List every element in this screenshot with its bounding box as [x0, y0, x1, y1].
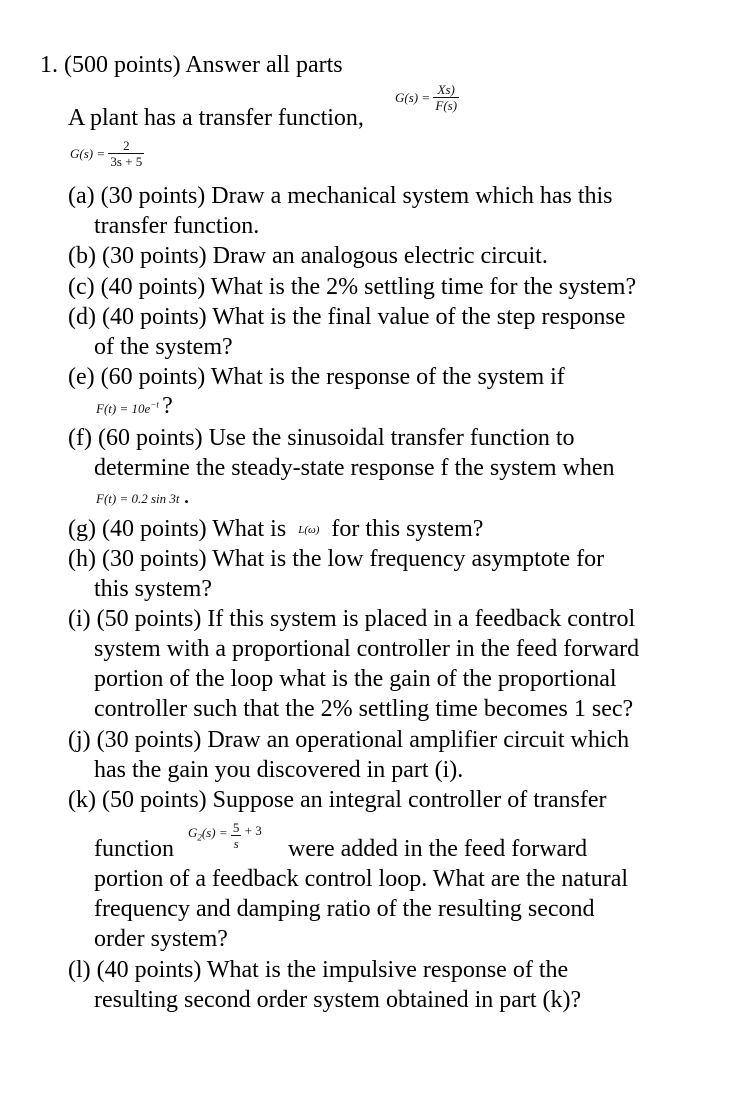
intro-text: A plant has a transfer function,	[68, 105, 364, 131]
part-a-line-2: transfer function.	[94, 213, 260, 239]
part-g	[68, 514, 483, 545]
part-k-line-3: portion of a feedback control loop. What are the natural	[94, 866, 629, 892]
controller-denominator: s	[233, 836, 239, 851]
part-f-line-2: determine the steady-state response f the system when	[94, 455, 615, 481]
forcing-exponent: −t	[150, 399, 159, 410]
part-j-line-2: has the gain you discovered in part (i).	[94, 757, 464, 783]
plant-fraction	[108, 138, 144, 169]
part-j-line-1: (j) (30 points) Draw an operational amplifier circuit which	[68, 727, 630, 753]
part-k-line-1: (k) (50 points) Suppose an integral controller of transfer	[68, 787, 607, 813]
part-k-line-2-suffix: were added in the feed forward	[288, 836, 588, 862]
plant-denominator: 3s + 5	[110, 154, 143, 169]
def-denominator: F(s)	[435, 98, 458, 113]
part-c: (c) (40 points) What is the 2% settling time for the system?	[68, 274, 637, 300]
controller-numerator: 5	[232, 820, 240, 835]
part-g-suffix: for this system?	[331, 516, 484, 542]
sinusoidal-forcing: F(t) = 0.2 sin 3t	[96, 491, 180, 506]
part-k-line-2-prefix: function	[94, 836, 174, 862]
def-fraction	[433, 82, 459, 113]
plant-numerator: 2	[108, 138, 144, 154]
controller-fraction	[231, 820, 242, 851]
part-i-line-1: (i) (50 points) If this system is placed in a feedback control	[68, 606, 636, 632]
part-h-line-2: this system?	[94, 576, 212, 602]
part-f-period: .	[183, 483, 190, 509]
plant-transfer-function	[70, 138, 144, 169]
controller-constant: + 3	[244, 823, 262, 838]
problem-heading: 1. (500 points) Answer all parts	[40, 52, 343, 78]
part-i-line-3: portion of the loop what is the gain of the proportional	[94, 666, 617, 692]
part-e-question-mark: ?	[162, 393, 173, 419]
controller-lhs: $G_2(s)$ =	[188, 825, 228, 843]
part-l-line-2: resulting second order system obtained in part (k)?	[94, 987, 582, 1013]
part-d-line-1: (d) (40 points) What is the final value of the step response	[68, 304, 626, 330]
part-e-line-1: (e) (60 points) What is the response of the system if	[68, 364, 565, 390]
part-k-line-4: frequency and damping ratio of the resulting second	[94, 896, 595, 922]
part-f-equation-line	[96, 483, 190, 510]
part-e-equation-line	[96, 393, 173, 420]
part-h-line-1: (h) (30 points) What is the low frequency asymptote for	[68, 546, 605, 572]
part-k-line-5: order system?	[94, 926, 228, 952]
part-g-prefix: (g) (40 points) What is	[68, 516, 287, 542]
integral-controller-equation	[188, 820, 262, 851]
log-magnitude-symbol: L(ω)	[298, 524, 320, 536]
part-f-line-1: (f) (60 points) Use the sinusoidal transfer function to	[68, 425, 575, 451]
def-numerator: Xs)	[433, 82, 459, 98]
part-d-line-2: of the system?	[94, 334, 233, 360]
part-a-line-1: (a) (30 points) Draw a mechanical system which has this	[68, 183, 613, 209]
plant-lhs: G(s) =	[70, 146, 106, 161]
forcing-exponential: F(t) = 10e	[96, 401, 151, 416]
part-i-line-2: system with a proportional controller in the feed forward	[94, 636, 640, 662]
part-l-line-1: (l) (40 points) What is the impulsive response of the	[68, 957, 569, 983]
part-b: (b) (30 points) Draw an analogous electric circuit.	[68, 243, 548, 269]
transfer-function-definition	[395, 82, 459, 113]
part-i-line-4: controller such that the 2% settling time becomes 1 sec?	[94, 696, 634, 722]
def-lhs: G(s) =	[395, 90, 431, 105]
